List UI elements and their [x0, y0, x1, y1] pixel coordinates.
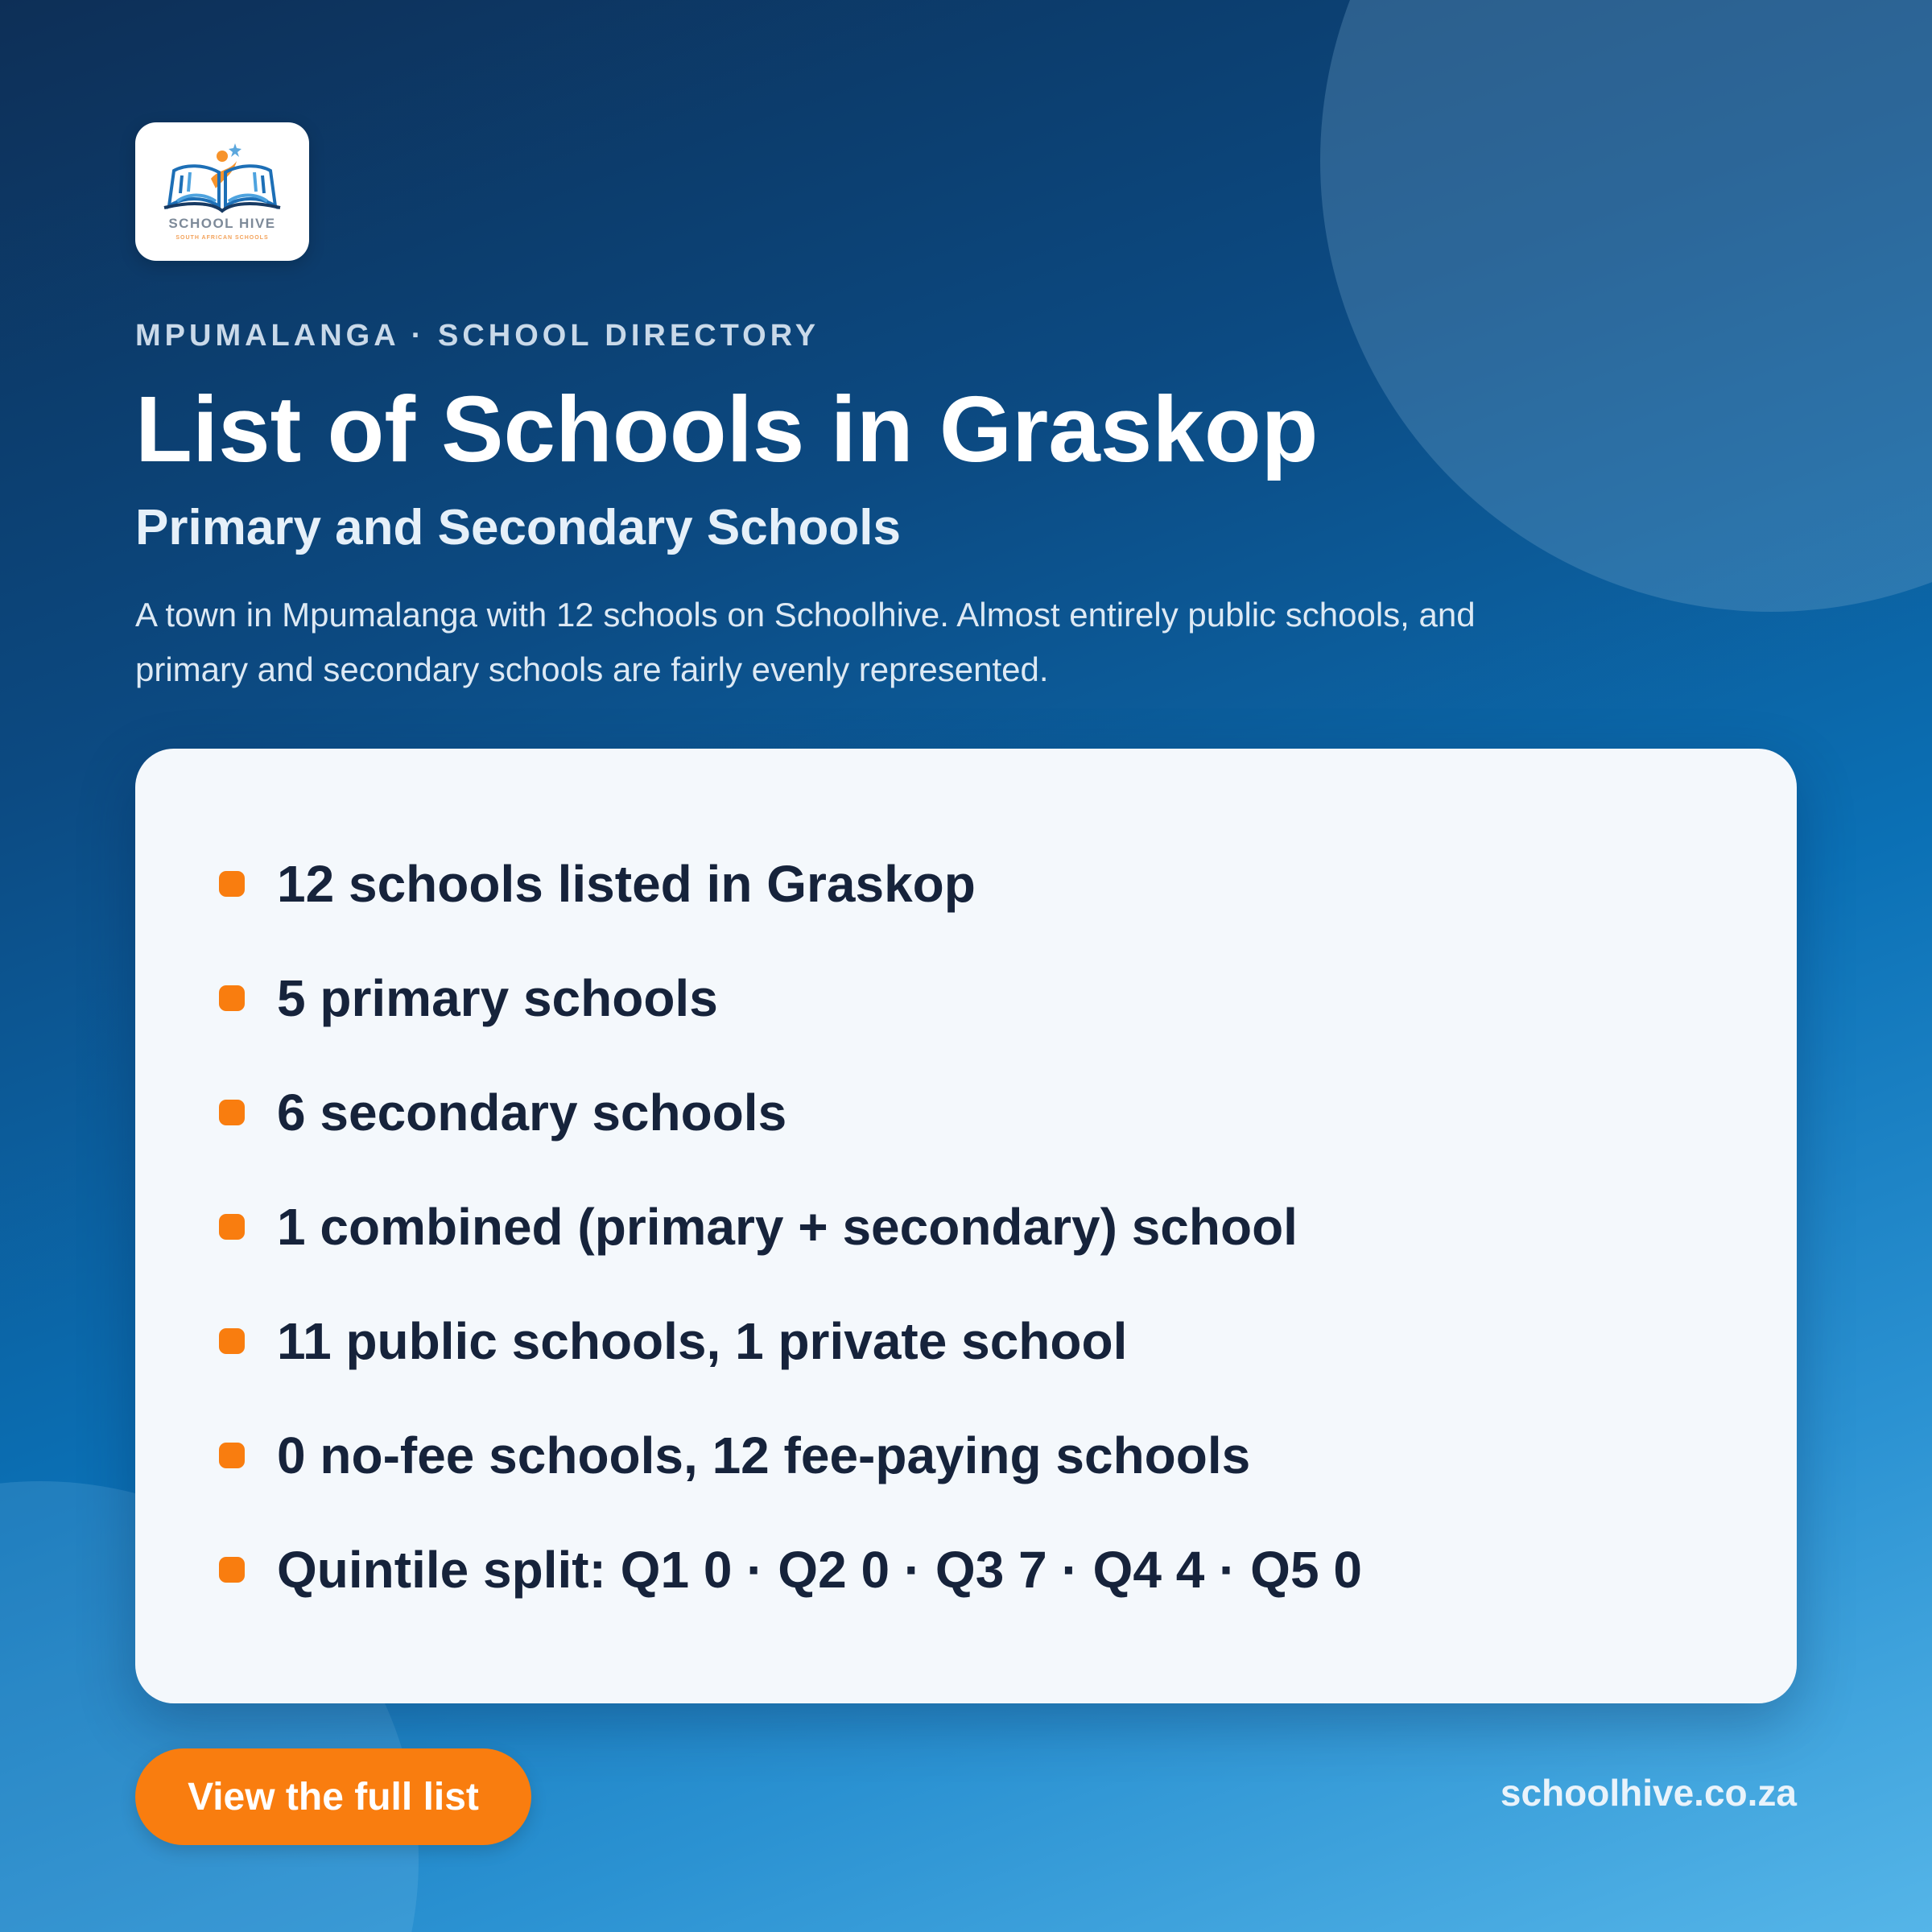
- site-url-link[interactable]: schoolhive.co.za: [1500, 1772, 1797, 1814]
- bullet-icon: [219, 1214, 245, 1240]
- bullet-icon: [219, 1557, 245, 1583]
- page-title: List of Schools in Graskop: [135, 377, 1319, 481]
- bullet-icon: [219, 1328, 245, 1354]
- stat-item: [219, 1301, 1748, 1381]
- stat-text: Quintile split: Q1 0 · Q2 0 · Q3 7 · Q4 4 · Q5 0: [277, 1541, 1362, 1599]
- bullet-icon: [219, 871, 245, 897]
- bullet-icon: [219, 1443, 245, 1468]
- stat-item: [219, 1187, 1748, 1267]
- stat-item: [219, 1415, 1748, 1496]
- stats-card: [135, 749, 1797, 1703]
- school-hive-logo: [135, 122, 309, 261]
- stat-item: [219, 844, 1748, 924]
- stat-item: [219, 1530, 1748, 1610]
- logo-wordmark: SCHOOL HIVE: [168, 216, 276, 231]
- stat-text: 6 secondary schools: [277, 1084, 787, 1141]
- stat-item: [219, 958, 1748, 1038]
- stat-text: 0 no-fee schools, 12 fee-paying schools: [277, 1426, 1251, 1484]
- decorative-circle-top-right: [1320, 0, 1932, 612]
- stat-text: 12 schools listed in Graskop: [277, 855, 976, 913]
- bullet-icon: [219, 1100, 245, 1125]
- eyebrow-label: MPUMALANGA · SCHOOL DIRECTORY: [135, 319, 820, 353]
- stat-text: 5 primary schools: [277, 969, 718, 1027]
- view-full-list-button[interactable]: View the full list: [135, 1748, 531, 1845]
- bullet-icon: [219, 985, 245, 1011]
- stat-text: 11 public schools, 1 private school: [277, 1312, 1128, 1370]
- page-description: A town in Mpumalanga with 12 schools on Schoolhive. Almost entirely public schools, and primary and secondary schools are fairly evenly represented.: [135, 596, 1476, 688]
- stat-item: [219, 1072, 1748, 1153]
- logo-tagline: SOUTH AFRICAN SCHOOLS: [175, 235, 269, 241]
- page-subtitle: Primary and Secondary Schools: [135, 500, 902, 555]
- stat-text: 1 combined (primary + secondary) school: [277, 1198, 1298, 1256]
